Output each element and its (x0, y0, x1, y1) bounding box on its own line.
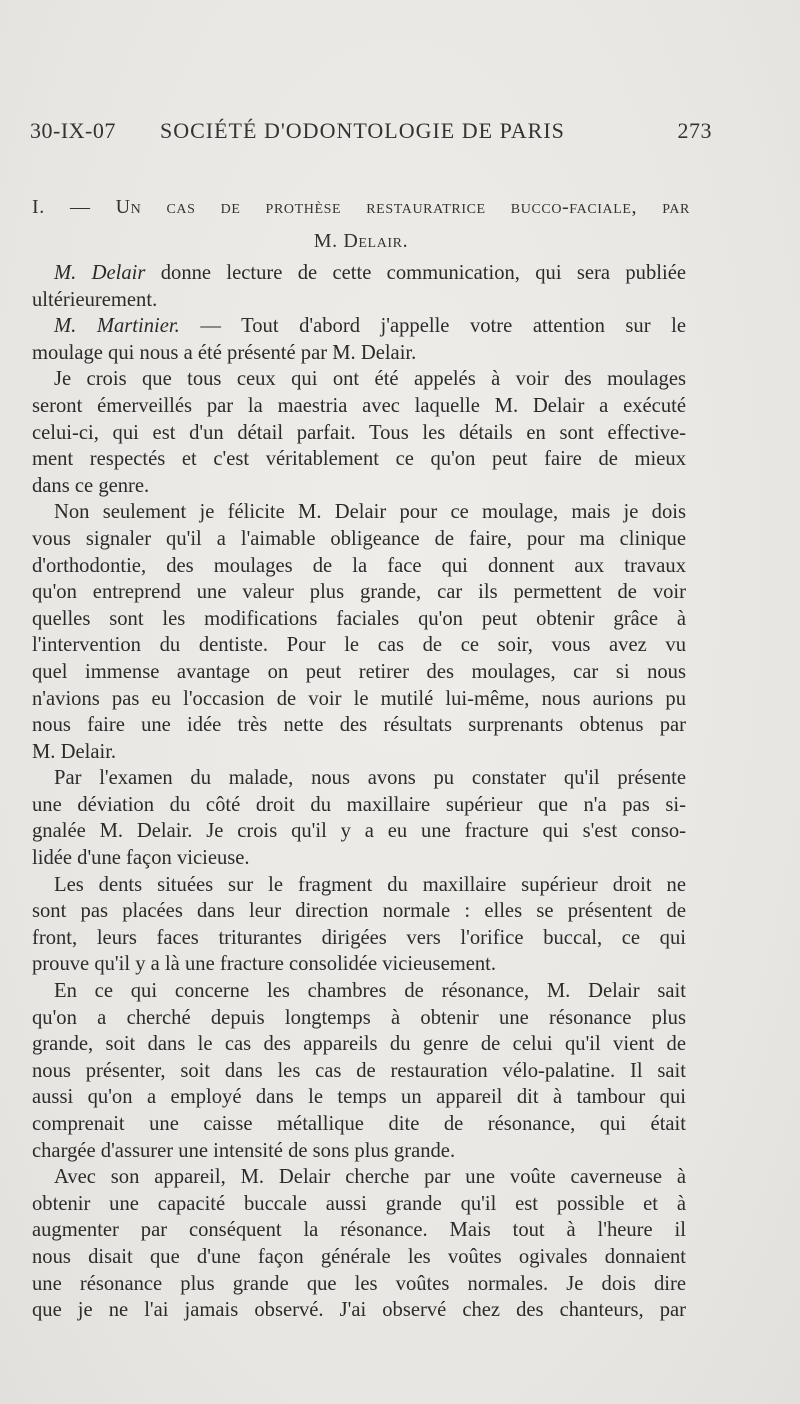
text-line: quelles sont les modifications faciales qu'on peut obtenir grâce à (32, 607, 686, 630)
running-header (30, 118, 712, 158)
paragraph (32, 260, 686, 313)
text-line: quel immense avantage on peut retirer des moulages, car si nous (32, 660, 686, 683)
paragraph (32, 313, 686, 366)
text-line: aussi qu'on a employé dans le temps un appareil dit à tambour qui (32, 1086, 686, 1109)
paragraph (32, 366, 686, 499)
text-line: M. Martinier. — Tout d'abord j'appelle votre attention sur le (54, 315, 686, 338)
section-title-line-1: I. — Un cas de prothèse restauratrice bucco-faciale, par (32, 196, 690, 218)
paragraph (32, 872, 686, 978)
text-line: chargée d'assurer une intensité de sons plus grande. (32, 1139, 456, 1162)
paragraph (32, 499, 686, 765)
text-line: sont pas placées dans leur direction normale : elles se présentent de (32, 900, 686, 923)
text-line: seront émerveillés par la maestria avec laquelle M. Delair a exécuté (32, 394, 686, 417)
text-line: En ce qui concerne les chambres de résonance, M. Delair sait (54, 980, 686, 1003)
text-line: une résonance plus grande que les voûtes normales. Je dois dire (32, 1272, 686, 1295)
text-line: nous présenter, soit dans les cas de restauration vélo-palatine. Il sait (32, 1059, 686, 1082)
text-line: nous faire une idée très nette des résultats surprenants obtenus par (32, 714, 686, 737)
text-line: ultérieurement. (32, 288, 158, 311)
text-line: Non seulement je félicite M. Delair pour ce moulage, mais je dois (54, 501, 686, 524)
text-line: d'orthodontie, des moulages de la face qui donnent aux travaux (32, 554, 686, 577)
text-line: front, leurs faces triturantes dirigées vers l'orifice buccal, ce qui (32, 926, 686, 949)
text-line: Par l'examen du malade, nous avons pu constater qu'il présente (54, 767, 686, 790)
text-line: comprenait une caisse métallique dite de résonance, qui était (32, 1113, 686, 1135)
text-line: dans ce genre. (32, 474, 150, 497)
body-text (32, 260, 686, 1324)
text-line: une déviation du côté droit du maxillaire supérieur que n'a pas si- (32, 793, 686, 816)
text-line: M. Delair donne lecture de cette communication, qui sera publiée (54, 262, 686, 284)
text-line: lidée d'une façon vicieuse. (32, 847, 250, 870)
text-line: vous signaler qu'il a l'aimable obligeance de faire, pour ma clinique (32, 527, 686, 550)
text-line: Avec son appareil, M. Delair cherche par une voûte caverneuse à (54, 1166, 686, 1189)
journal-title: SOCIÉTÉ D'ODONTOLOGIE DE PARIS (160, 118, 565, 143)
text-line: grande, soit dans le cas des appareils du genre de celui qu'il vient de (32, 1033, 686, 1056)
text-line: l'intervention du dentiste. Pour le cas de ce soir, vous avez vu (32, 634, 686, 657)
text-line: qu'on entreprend une valeur plus grande, car ils permettent de voir (32, 581, 686, 604)
text-line: qu'on a cherché depuis longtemps à obtenir une résonance plus (32, 1006, 686, 1029)
speaker-name: M. Martinier. (54, 315, 180, 338)
text-line: Je crois que tous ceux qui ont été appelés à voir des moulages (54, 368, 686, 391)
text-line: obtenir une capacité buccale aussi grande qu'il est possible et à (32, 1192, 686, 1215)
paragraph (32, 1164, 686, 1324)
text-line: nous disait que d'une façon générale les voûtes ogivales donnaient (32, 1245, 686, 1268)
page-number: 273 (677, 118, 712, 143)
text-line: prouve qu'il y a là une fracture consolidée vicieusement. (32, 953, 497, 976)
section-title (32, 190, 690, 258)
text-line: gnalée M. Delair. Je crois qu'il y a eu une fracture qui s'est conso- (32, 820, 686, 843)
section-title-line-2: M. Delair. (313, 230, 409, 252)
text-line: Les dents situées sur le fragment du maxillaire supérieur droit ne (54, 873, 686, 896)
paragraph (32, 765, 686, 871)
text-line: celui-ci, qui est d'un détail parfait. Tous les détails en sont effective- (32, 421, 686, 444)
text-line: que je ne l'ai jamais observé. J'ai observé chez des chanteurs, par (32, 1299, 686, 1322)
text-line: M. Delair. (32, 740, 117, 763)
speaker-name: M. Delair (54, 262, 146, 284)
text-line: n'avions pas eu l'occasion de voir le mutilé lui-même, nous aurions pu (32, 687, 686, 710)
text-line: augmenter par conséquent la résonance. Mais tout à l'heure il (32, 1219, 686, 1242)
paragraph (32, 978, 686, 1164)
text-line: ment respectés et c'est véritablement ce qu'on peut faire de mieux (32, 448, 686, 471)
issue-date: 30-IX-07 (30, 118, 116, 143)
text-line: moulage qui nous a été présenté par M. Delair. (32, 341, 417, 364)
